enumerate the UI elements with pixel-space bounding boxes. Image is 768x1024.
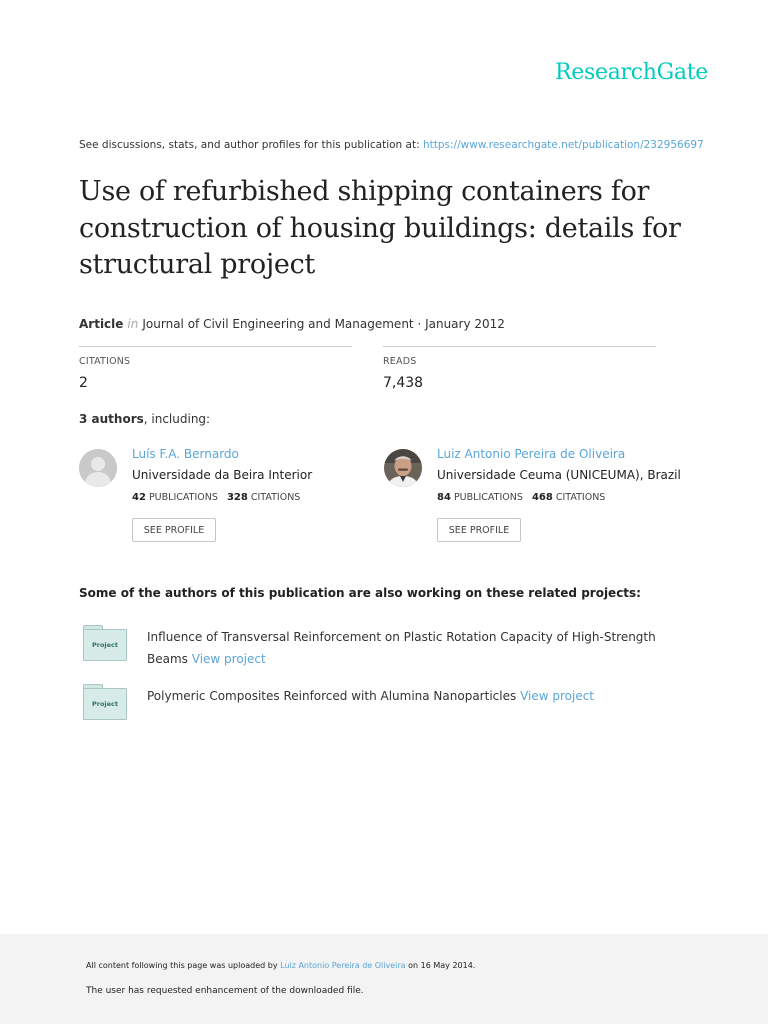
enhancement-note: The user has requested enhancement of the downloaded file. [86,986,364,996]
reads-value: 7,438 [383,375,424,391]
uploader-link[interactable]: Luiz Antonio Pereira de Oliveira [280,961,406,970]
publication-url-link[interactable]: https://www.researchgate.net/publication/232956697 [422,139,704,151]
author-name-link[interactable]: Luiz Antonio Pereira de Oliveira [437,447,626,461]
project-description [147,626,692,670]
related-projects-heading: Some of the authors of this publication are also working on these related projects: [79,586,641,600]
project-title: Polymeric Composites Reinforced with Alumina Nanoparticles [147,689,517,703]
citations-value: 2 [79,375,88,391]
project-icon-label: Project [91,700,119,708]
author-counts [437,492,605,503]
see-profile-button[interactable]: SEE PROFILE [437,518,521,542]
publications-count: 42 [132,492,146,503]
reads-stat [383,346,656,391]
author-institution: Universidade da Beira Interior [132,468,313,482]
journal-info: Journal of Civil Engineering and Management · January 2012 [142,317,505,331]
upload-info [86,961,475,970]
in-label: in [127,317,139,331]
citations-label: CITATIONS [79,356,131,367]
project-description [147,685,692,707]
reads-label: READS [383,356,417,367]
author-institution: Universidade Ceuma (UNICEUMA), Brazil [437,468,681,482]
author-citations-count: 328 [226,492,248,503]
authors-suffix: , including: [143,412,211,426]
discussions-line [79,139,704,151]
publication-meta [79,317,505,331]
authors-heading [79,412,210,426]
discussions-text: See discussions, stats, and author profiles for this publication at: [79,139,420,151]
profile-photo[interactable] [384,449,422,487]
author-citations-label: CITATIONS [555,492,606,503]
project-folder-icon [83,684,127,720]
publication-title: Use of refurbished shipping containers for construction of housing buildings: details for structural project [79,176,681,280]
default-avatar-icon[interactable] [79,449,117,487]
view-project-link[interactable]: View project [520,689,595,703]
upload-prefix: All content following this page was uploaded by [86,961,278,970]
footer [0,934,768,1024]
upload-suffix: on 16 May 2014. [408,961,476,970]
publications-label: PUBLICATIONS [453,492,523,503]
publication-type: Article [79,317,124,331]
publications-count: 84 [437,492,451,503]
authors-count: 3 authors [79,412,144,426]
see-profile-button[interactable]: SEE PROFILE [132,518,216,542]
publications-label: PUBLICATIONS [148,492,218,503]
project-icon-label: Project [91,641,119,649]
researchgate-logo[interactable]: ResearchGate [555,60,708,85]
author-citations-label: CITATIONS [250,492,301,503]
author-name-link[interactable]: Luís F.A. Bernardo [132,447,239,461]
author-citations-count: 468 [531,492,553,503]
project-folder-icon [83,625,127,661]
view-project-link[interactable]: View project [191,652,266,666]
citations-stat [79,346,352,391]
project-title: Influence of Transversal Reinforcement on Plastic Rotation Capacity of High-Strength Beams [147,630,656,666]
author-counts [132,492,300,503]
